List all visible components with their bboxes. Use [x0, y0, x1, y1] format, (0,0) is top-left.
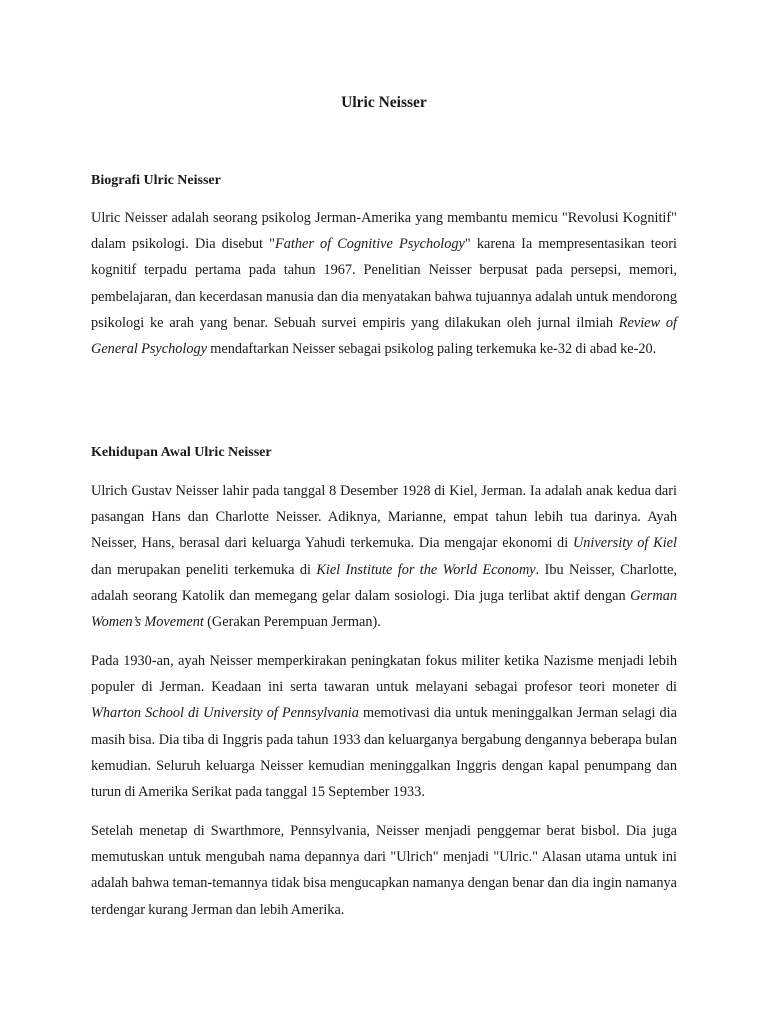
text-run: Setelah menetap di Swarthmore, Pennsylvania, Neisser menjadi penggemar berat bisbol. Dia juga memutuskan untuk mengubah nama depannya dari "Ulrich" menjadi "Ulric." Alasan utama untuk ini adalah bahwa teman-temannya tidak bisa mengucapkan namanya dengan benar dan dia ingin namanya terdengar kurang Jerman dan lebih Amerika.: [91, 823, 677, 918]
paragraph-kehidupan-3: [91, 818, 677, 923]
text-run: Ulrich Gustav Neisser lahir pada tanggal 8 Desember 1928 di Kiel, Jerman. Ia adalah anak kedua dari pasangan Hans dan Charlotte Neisser. Adiknya, Marianne, empat tahun lebih tua darinya. Ayah Neisser, Hans, berasal dari keluarga Yahudi terkemuka. Dia mengajar ekonomi di: [91, 483, 677, 552]
text-run: . Ibu Neisser, Charlotte, adalah seorang Katolik dan memegang gelar dalam sosiologi. Dia juga terlibat aktif dengan: [91, 561, 678, 604]
paragraph-kehidupan-1: [91, 478, 677, 635]
text-run: memotivasi dia untuk meninggalkan Jerman selagi dia masih bisa. Dia tiba di Inggris pada tahun 1933 dan keluarganya bergabung dengannya beberapa bulan kemudian. Seluruh keluarga Neisser kemudian meninggalkan Inggris dengan kapal penumpang dan turun di Amerika Serikat pada tanggal 15 September 1933.: [91, 705, 677, 801]
text-run: dan merupakan peneliti terkemuka di: [91, 561, 317, 578]
paragraph-biografi: [91, 205, 677, 362]
text-run: mendaftarkan Neisser sebagai psikolog paling terkemuka ke-32 di abad ke-20.: [207, 341, 657, 358]
italic-run: Review of General Psychology: [91, 314, 677, 358]
italic-run: Kiel Institute for the World Economy: [316, 561, 536, 578]
section-heading-kehidupan-awal: Kehidupan Awal Ulric Neisser: [91, 445, 272, 460]
section-heading-biografi: Biografi Ulric Neisser: [91, 173, 221, 188]
italic-run: University of Kiel: [572, 535, 677, 552]
text-run: (Gerakan Perempuan Jerman).: [203, 614, 381, 631]
paragraph-kehidupan-2: [91, 648, 677, 805]
italic-run: German Women’s Movement: [91, 587, 677, 631]
text-run: Ulric Neisser adalah seorang psikolog Jerman-Amerika yang membantu memicu "Revolusi Kognitif" dalam psikologi. Dia disebut ": [91, 210, 677, 253]
text-run: Pada 1930-an, ayah Neisser memperkirakan peningkatan fokus militer ketika Nazisme menjadi lebih populer di Jerman. Keadaan ini serta tawaran untuk melayani sebagai profesor teori moneter di: [91, 653, 677, 696]
italic-run: Wharton School di University of Pennsylvania: [91, 705, 359, 722]
text-run: " karena Ia mempresentasikan teori kognitif terpadu pertama pada tahun 1967. Penelitian Neisser berpusat pada persepsi, memori, pembelajaran, dan kecerdasan manusia dan dia menyatakan bahwa tujuannya adalah untuk mendorong psikologi ke arah yang benar. Sebuah survei empiris yang dilakukan oleh jurnal ilmiah: [91, 236, 678, 331]
italic-run: Father of Cognitive Psychology: [275, 236, 465, 253]
document-title: Ulric Neisser: [341, 94, 427, 111]
